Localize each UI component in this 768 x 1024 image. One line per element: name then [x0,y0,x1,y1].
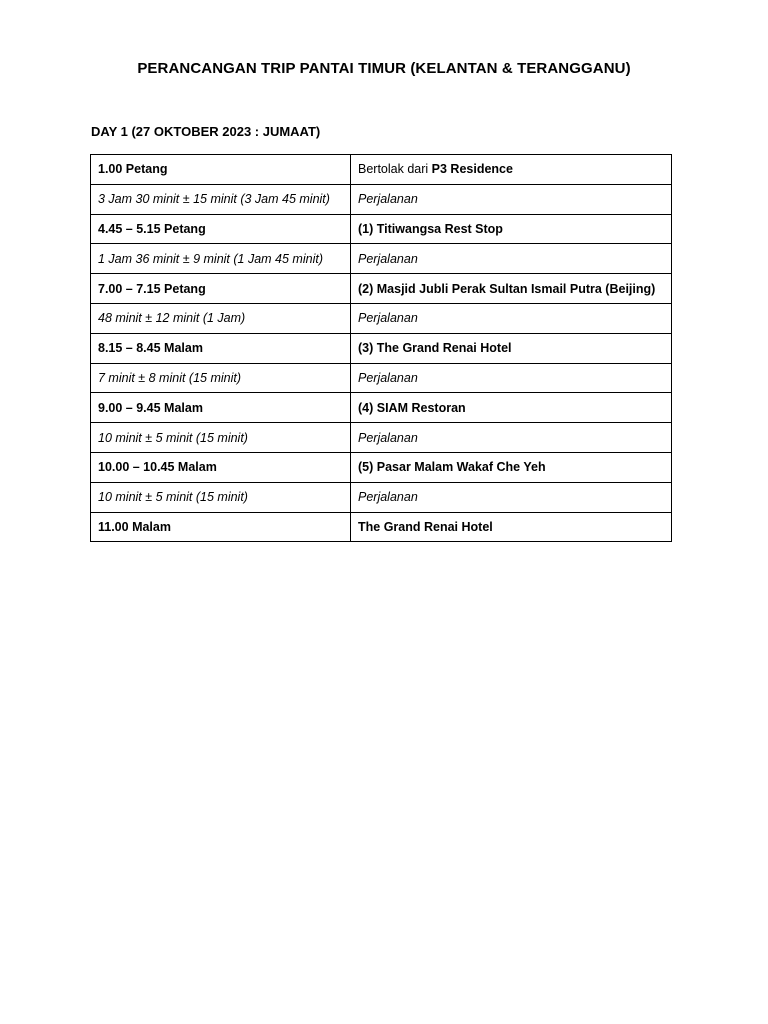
time-cell: 10.00 – 10.45 Malam [91,452,351,482]
table-row [91,423,672,453]
table-row [91,274,672,304]
activity-cell: Perjalanan [351,244,672,274]
activity-cell: Perjalanan [351,303,672,333]
activity-cell: (4) SIAM Restoran [351,393,672,423]
activity-cell: (5) Pasar Malam Wakaf Che Yeh [351,452,672,482]
table-row [91,482,672,512]
duration-cell: 1 Jam 36 minit ± 9 minit (1 Jam 45 minit) [91,244,351,274]
table-row [91,452,672,482]
activity-cell: Perjalanan [351,363,672,393]
time-cell: 4.45 – 5.15 Petang [91,214,351,244]
table-row [91,184,672,214]
time-cell: 8.15 – 8.45 Malam [91,333,351,363]
duration-cell: 3 Jam 30 minit ± 15 minit (3 Jam 45 minit) [91,184,351,214]
duration-cell: 10 minit ± 5 minit (15 minit) [91,423,351,453]
activity-cell: (1) Titiwangsa Rest Stop [351,214,672,244]
table-row [91,512,672,542]
table-row [91,363,672,393]
activity-cell [351,155,672,185]
time-cell: 7.00 – 7.15 Petang [91,274,351,304]
table-row [91,214,672,244]
table-row [91,155,672,185]
table-row [91,244,672,274]
document-title: PERANCANGAN TRIP PANTAI TIMUR (KELANTAN & TERANGGANU) [137,60,631,77]
day-heading: DAY 1 (27 OKTOBER 2023 : JUMAAT) [91,124,321,139]
activity-cell: The Grand Renai Hotel [351,512,672,542]
time-cell: 9.00 – 9.45 Malam [91,393,351,423]
duration-cell: 10 minit ± 5 minit (15 minit) [91,482,351,512]
table-row [91,333,672,363]
activity-cell: (2) Masjid Jubli Perak Sultan Ismail Putra (Beijing) [351,274,672,304]
duration-cell: 48 minit ± 12 minit (1 Jam) [91,303,351,333]
time-cell: 1.00 Petang [91,155,351,185]
duration-cell: 7 minit ± 8 minit (15 minit) [91,363,351,393]
activity-cell: (3) The Grand Renai Hotel [351,333,672,363]
itinerary-table [90,154,672,542]
activity-cell: Perjalanan [351,482,672,512]
activity-cell: Perjalanan [351,423,672,453]
table-row [91,303,672,333]
time-cell: 11.00 Malam [91,512,351,542]
activity-cell: Perjalanan [351,184,672,214]
table-row [91,393,672,423]
activity-place: P3 Residence [431,162,513,177]
activity-prefix: Bertolak dari [358,162,432,177]
